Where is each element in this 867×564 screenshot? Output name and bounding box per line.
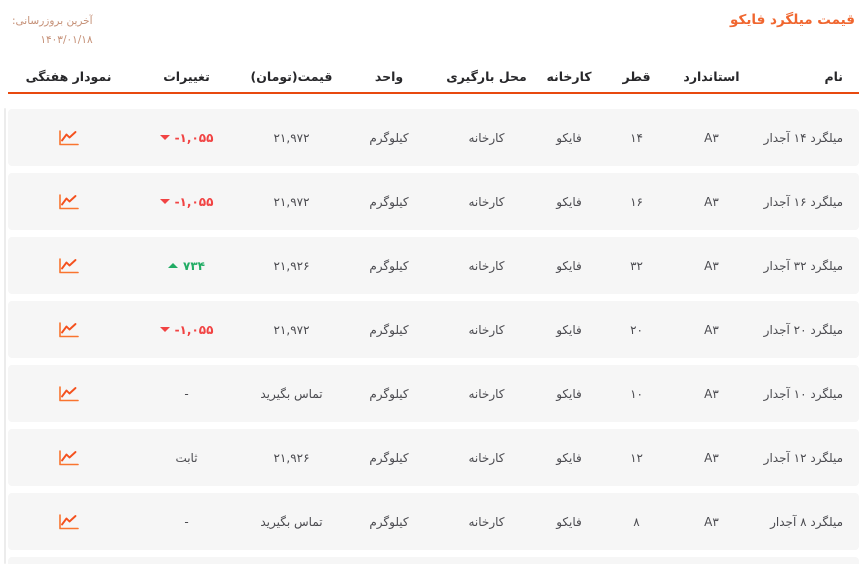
last-update-date: ۱۴۰۳/۰۱/۱۸ [40,34,93,47]
cell-factory: فایکو [556,514,582,529]
cell-price: تماس بگیرید [260,514,323,529]
cell-price: ۲۱,۹۷۲ [273,130,310,145]
cell-unit: کیلوگرم [369,130,409,145]
cell-diameter: ۲۰ [630,322,643,337]
table-row-partial [8,557,859,564]
cell-name: میلگرد ۱۰ آجدار [763,386,843,401]
cell-factory: فایکو [556,194,582,209]
cell-diameter: ۱۲ [630,450,643,465]
cell-unit: کیلوگرم [369,322,409,337]
table-row [8,109,859,166]
column-header-unit: واحد [374,68,404,84]
table-row [8,237,859,294]
page-title: قیمت میلگرد فایکو [730,12,855,28]
cell-change [129,515,244,529]
cell-loading: کارخانه [468,514,505,529]
line-chart-icon[interactable] [58,129,80,147]
change-value: ۷۳۴ [183,258,205,273]
cell-factory: فایکو [556,130,582,145]
cell-factory: فایکو [556,386,582,401]
trend-arrow-icon [168,263,178,268]
cell-change [129,323,244,337]
change-value: - [184,514,189,529]
cell-standard: A۳ [704,194,719,209]
cell-weekly-chart [8,193,129,211]
change-value: -۱,۰۵۵ [174,194,214,209]
line-chart-icon[interactable] [58,449,80,467]
cell-unit: کیلوگرم [369,514,409,529]
cell-loading: کارخانه [468,450,505,465]
cell-loading: کارخانه [468,322,505,337]
line-chart-icon[interactable] [58,257,80,275]
cell-unit: کیلوگرم [369,258,409,273]
table-row [8,429,859,486]
change-value: -۱,۰۵۵ [174,130,214,145]
cell-weekly-chart [8,449,129,467]
cell-price: ۲۱,۹۷۲ [273,194,310,209]
change-value: ثابت [175,450,198,465]
cell-change [129,451,244,465]
trend-arrow-icon [160,327,170,332]
change-value: -۱,۰۵۵ [174,322,214,337]
line-chart-icon[interactable] [58,385,80,403]
topbar [0,0,867,60]
cell-diameter: ۱۶ [630,194,643,209]
cell-standard: A۳ [704,514,719,529]
cell-standard: A۳ [704,130,719,145]
cell-price: ۲۱,۹۲۶ [273,258,310,273]
column-header-change: تغییرات [163,68,210,84]
column-header-loading: محل بارگیری [446,68,527,84]
cell-weekly-chart [8,257,129,275]
cell-price: ۲۱,۹۲۶ [273,450,310,465]
column-header-weekly-chart: نمودار هفتگی [25,68,112,84]
cell-diameter: ۳۲ [630,258,643,273]
cell-unit: کیلوگرم [369,194,409,209]
trend-arrow-icon [160,135,170,140]
cell-unit: کیلوگرم [369,450,409,465]
line-chart-icon[interactable] [58,321,80,339]
cell-name: میلگرد ۱۲ آجدار [763,450,843,465]
column-header-factory: کارخانه [546,68,592,84]
cell-unit: کیلوگرم [369,386,409,401]
column-header-diameter: قطر [622,68,651,84]
cell-loading: کارخانه [468,194,505,209]
change-value: - [184,386,189,401]
table-row [8,365,859,422]
cell-diameter: ۱۴ [630,130,643,145]
price-table [0,60,867,564]
cell-name: میلگرد ۱۴ آجدار [763,130,843,145]
cell-diameter: ۱۰ [630,386,643,401]
cell-loading: کارخانه [468,258,505,273]
cell-standard: A۳ [704,450,719,465]
cell-loading: کارخانه [468,386,505,401]
cell-factory: فایکو [556,450,582,465]
cell-change [129,131,244,145]
cell-change [129,387,244,401]
vertical-divider [4,108,6,564]
cell-factory: فایکو [556,258,582,273]
cell-name: میلگرد ۲۰ آجدار [763,322,843,337]
cell-factory: فایکو [556,322,582,337]
cell-change [129,195,244,209]
trend-arrow-icon [160,199,170,204]
table-header-row [8,60,859,94]
table-row [8,301,859,358]
cell-weekly-chart [8,321,129,339]
cell-price: ۲۱,۹۷۲ [273,322,310,337]
cell-weekly-chart [8,129,129,147]
table-row [8,493,859,550]
column-header-name: نام [824,68,843,84]
column-header-price: قیمت(تومان) [250,68,333,84]
cell-standard: A۳ [704,258,719,273]
cell-name: میلگرد ۸ آجدار [770,514,843,529]
cell-standard: A۳ [704,322,719,337]
cell-standard: A۳ [704,386,719,401]
cell-loading: کارخانه [468,130,505,145]
column-header-standard: استاندارد [683,68,740,84]
cell-name: میلگرد ۱۶ آجدار [763,194,843,209]
cell-price: تماس بگیرید [260,386,323,401]
line-chart-icon[interactable] [58,513,80,531]
cell-diameter: ۸ [633,514,640,529]
last-update-label: آخرین بروزرسانی: [12,15,93,27]
last-update [12,12,93,51]
cell-name: میلگرد ۳۲ آجدار [763,258,843,273]
table-body [8,94,859,564]
cell-weekly-chart [8,513,129,531]
cell-change [129,259,244,273]
cell-weekly-chart [8,385,129,403]
line-chart-icon[interactable] [58,193,80,211]
table-row [8,173,859,230]
